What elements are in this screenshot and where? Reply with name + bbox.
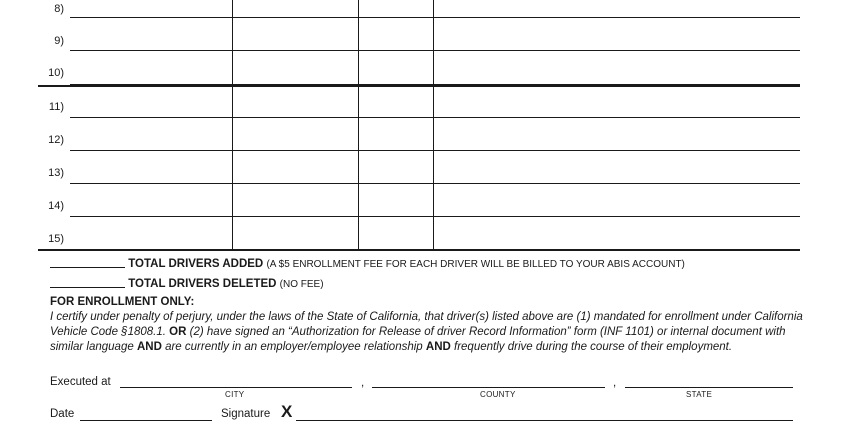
city-field[interactable] xyxy=(120,375,352,388)
signature-field[interactable] xyxy=(296,408,793,421)
row-number: 13) xyxy=(48,167,64,179)
row-line[interactable] xyxy=(70,117,800,118)
row-line[interactable] xyxy=(70,50,800,51)
row-number: 15) xyxy=(48,233,64,245)
state-caption: STATE xyxy=(686,390,713,399)
enrollment-heading: FOR ENROLLMENT ONLY: xyxy=(50,296,195,308)
cert-and-1: AND xyxy=(136,341,162,353)
row-line[interactable] xyxy=(70,17,800,18)
total-added-label: TOTAL DRIVERS ADDED xyxy=(128,258,264,270)
county-caption: COUNTY xyxy=(480,390,516,399)
executed-at-label: Executed at xyxy=(50,376,111,388)
row-number: 8) xyxy=(54,3,64,15)
date-label: Date xyxy=(50,408,75,420)
comma: , xyxy=(361,377,365,389)
signature-x-mark: X xyxy=(281,402,293,421)
row-number: 14) xyxy=(48,200,64,212)
row-line[interactable] xyxy=(70,183,800,184)
total-deleted-line xyxy=(50,276,324,290)
state-field[interactable] xyxy=(625,375,793,388)
cert-text-1: I certify under penalty of perjury, under the laws of the State of California, that driver(s) listed above are (1) mandated for enrollment under California Vehicle Code §1808.1. xyxy=(50,311,803,338)
cert-text-4: frequently drive during the course of their employment. xyxy=(454,341,733,353)
row-number: 11) xyxy=(48,101,64,113)
total-deleted-field[interactable] xyxy=(50,276,125,288)
total-added-line xyxy=(50,256,685,270)
column-divider xyxy=(433,0,434,250)
cert-and-2: AND xyxy=(425,341,451,353)
column-divider xyxy=(358,0,359,250)
certification-text xyxy=(50,310,810,355)
row-line[interactable] xyxy=(70,150,800,151)
county-field[interactable] xyxy=(372,375,605,388)
total-deleted-note: (NO FEE) xyxy=(279,279,324,290)
section-separator xyxy=(38,85,800,87)
total-added-field[interactable] xyxy=(50,256,125,268)
total-deleted-label: TOTAL DRIVERS DELETED xyxy=(128,278,277,290)
row-line[interactable] xyxy=(38,249,800,251)
row-number: 10) xyxy=(48,67,64,79)
total-added-note: (A $5 ENROLLMENT FEE FOR EACH DRIVER WILL BE BILLED TO YOUR ABIS ACCOUNT) xyxy=(266,259,685,270)
cert-or: OR xyxy=(169,326,187,338)
cert-text-2: (2) have signed an “Authorization for Release of driver Record Information” form (INF 1101) or internal document with similar language xyxy=(50,326,786,353)
row-line[interactable] xyxy=(70,216,800,217)
column-divider xyxy=(232,0,233,250)
signature-label: Signature xyxy=(221,408,271,420)
comma: , xyxy=(613,377,617,389)
row-number: 9) xyxy=(54,35,64,47)
row-number: 12) xyxy=(48,134,64,146)
date-field[interactable] xyxy=(80,408,212,421)
cert-text-3: are currently in an employer/employee relationship xyxy=(165,341,423,353)
city-caption: CITY xyxy=(225,390,245,399)
